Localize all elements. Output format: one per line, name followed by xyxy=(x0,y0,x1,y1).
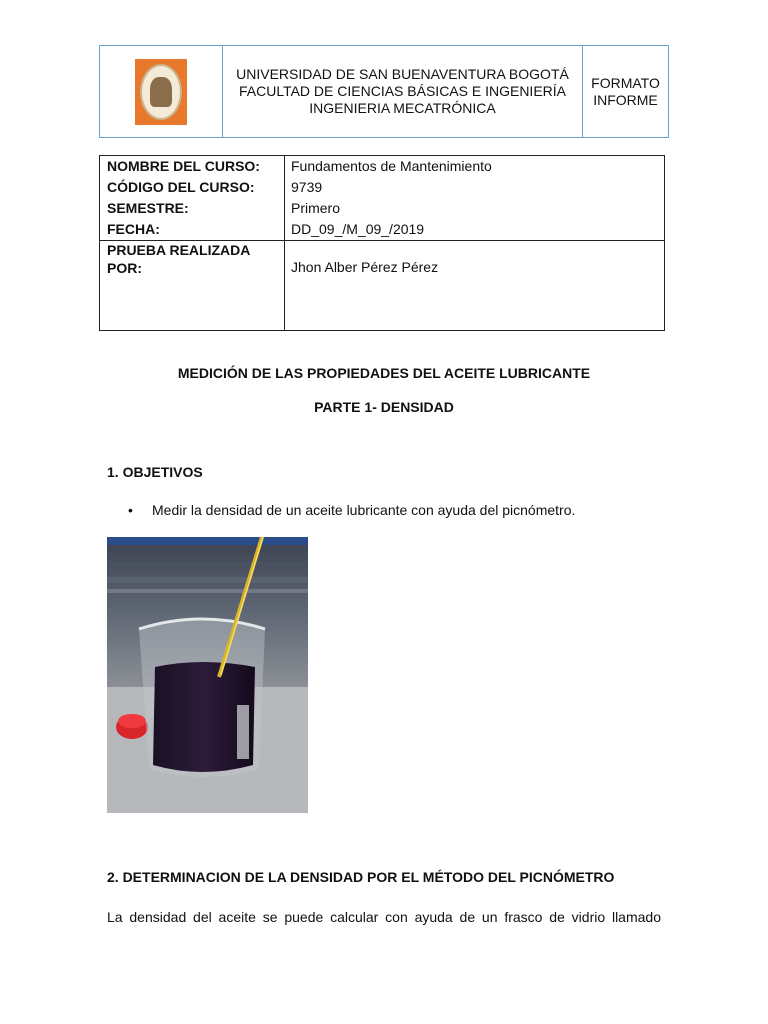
shelf-2 xyxy=(107,577,308,583)
bullet-icon: • xyxy=(128,502,133,518)
performed-by-label-cell xyxy=(100,241,285,330)
body-paragraph: La densidad del aceite se puede calcular con ayuda de un frasco de vidrio llamado xyxy=(107,909,661,925)
objective-text: Medir la densidad de un aceite lubricante con ayuda del picnómetro. xyxy=(152,502,576,518)
date-value: DD_09_/M_09_/2019 xyxy=(291,221,425,237)
document-title: MEDICIÓN DE LAS PROPIEDADES DEL ACEITE LUBRICANTE xyxy=(177,365,591,381)
date-label: FECHA: xyxy=(107,221,160,237)
objective-list-item xyxy=(128,502,575,518)
university-logo xyxy=(135,59,187,125)
format-label: FORMATO xyxy=(591,74,660,91)
shelf-1 xyxy=(107,562,308,569)
header-logo-cell xyxy=(100,46,223,137)
format-type: INFORME xyxy=(593,91,658,108)
background-blue-strip xyxy=(107,537,308,545)
shelf-3 xyxy=(107,589,308,593)
semester-value: Primero xyxy=(291,200,341,216)
performed-by-label-line1: PRUEBA REALIZADA xyxy=(107,242,251,258)
university-name: UNIVERSIDAD DE SAN BUENAVENTURA BOGOTÁ xyxy=(236,66,569,82)
course-info-labels xyxy=(100,156,285,240)
section-2-heading: 2. DETERMINACION DE LA DENSIDAD POR EL MÉTODO DEL PICNÓMETRO xyxy=(107,869,615,885)
course-info-top xyxy=(100,156,664,241)
beaker-label xyxy=(237,705,249,759)
red-cap-top xyxy=(118,714,146,728)
document-subtitle: PARTE 1- DENSIDAD xyxy=(314,399,454,415)
faculty-name: FACULTAD DE CIENCIAS BÁSICAS E INGENIERÍA xyxy=(239,83,566,99)
performed-by-value-cell xyxy=(285,241,664,330)
header-format-cell xyxy=(583,46,668,137)
course-name-label: NOMBRE DEL CURSO: xyxy=(107,158,260,174)
section-1-heading: 1. OBJETIVOS xyxy=(107,464,203,480)
performed-by-label-line2: POR: xyxy=(107,260,142,276)
performed-by-row xyxy=(100,241,664,330)
beaker-photo-illustration xyxy=(107,537,308,813)
course-name-value: Fundamentos de Mantenimiento xyxy=(291,158,492,174)
header-table xyxy=(99,45,669,138)
header-institution-cell xyxy=(223,46,583,137)
course-info-table xyxy=(99,155,665,331)
university-seal-icon xyxy=(140,64,182,120)
semester-label: SEMESTRE: xyxy=(107,200,189,216)
seal-figure xyxy=(150,77,172,107)
course-info-values xyxy=(285,156,664,240)
program-name: INGENIERIA MECATRÓNICA xyxy=(309,100,496,116)
course-code-value: 9739 xyxy=(291,179,323,195)
performed-by-value: Jhon Alber Pérez Pérez xyxy=(291,259,439,275)
course-code-label: CÓDIGO DEL CURSO: xyxy=(107,179,255,195)
beaker-oil-photo xyxy=(107,537,308,813)
